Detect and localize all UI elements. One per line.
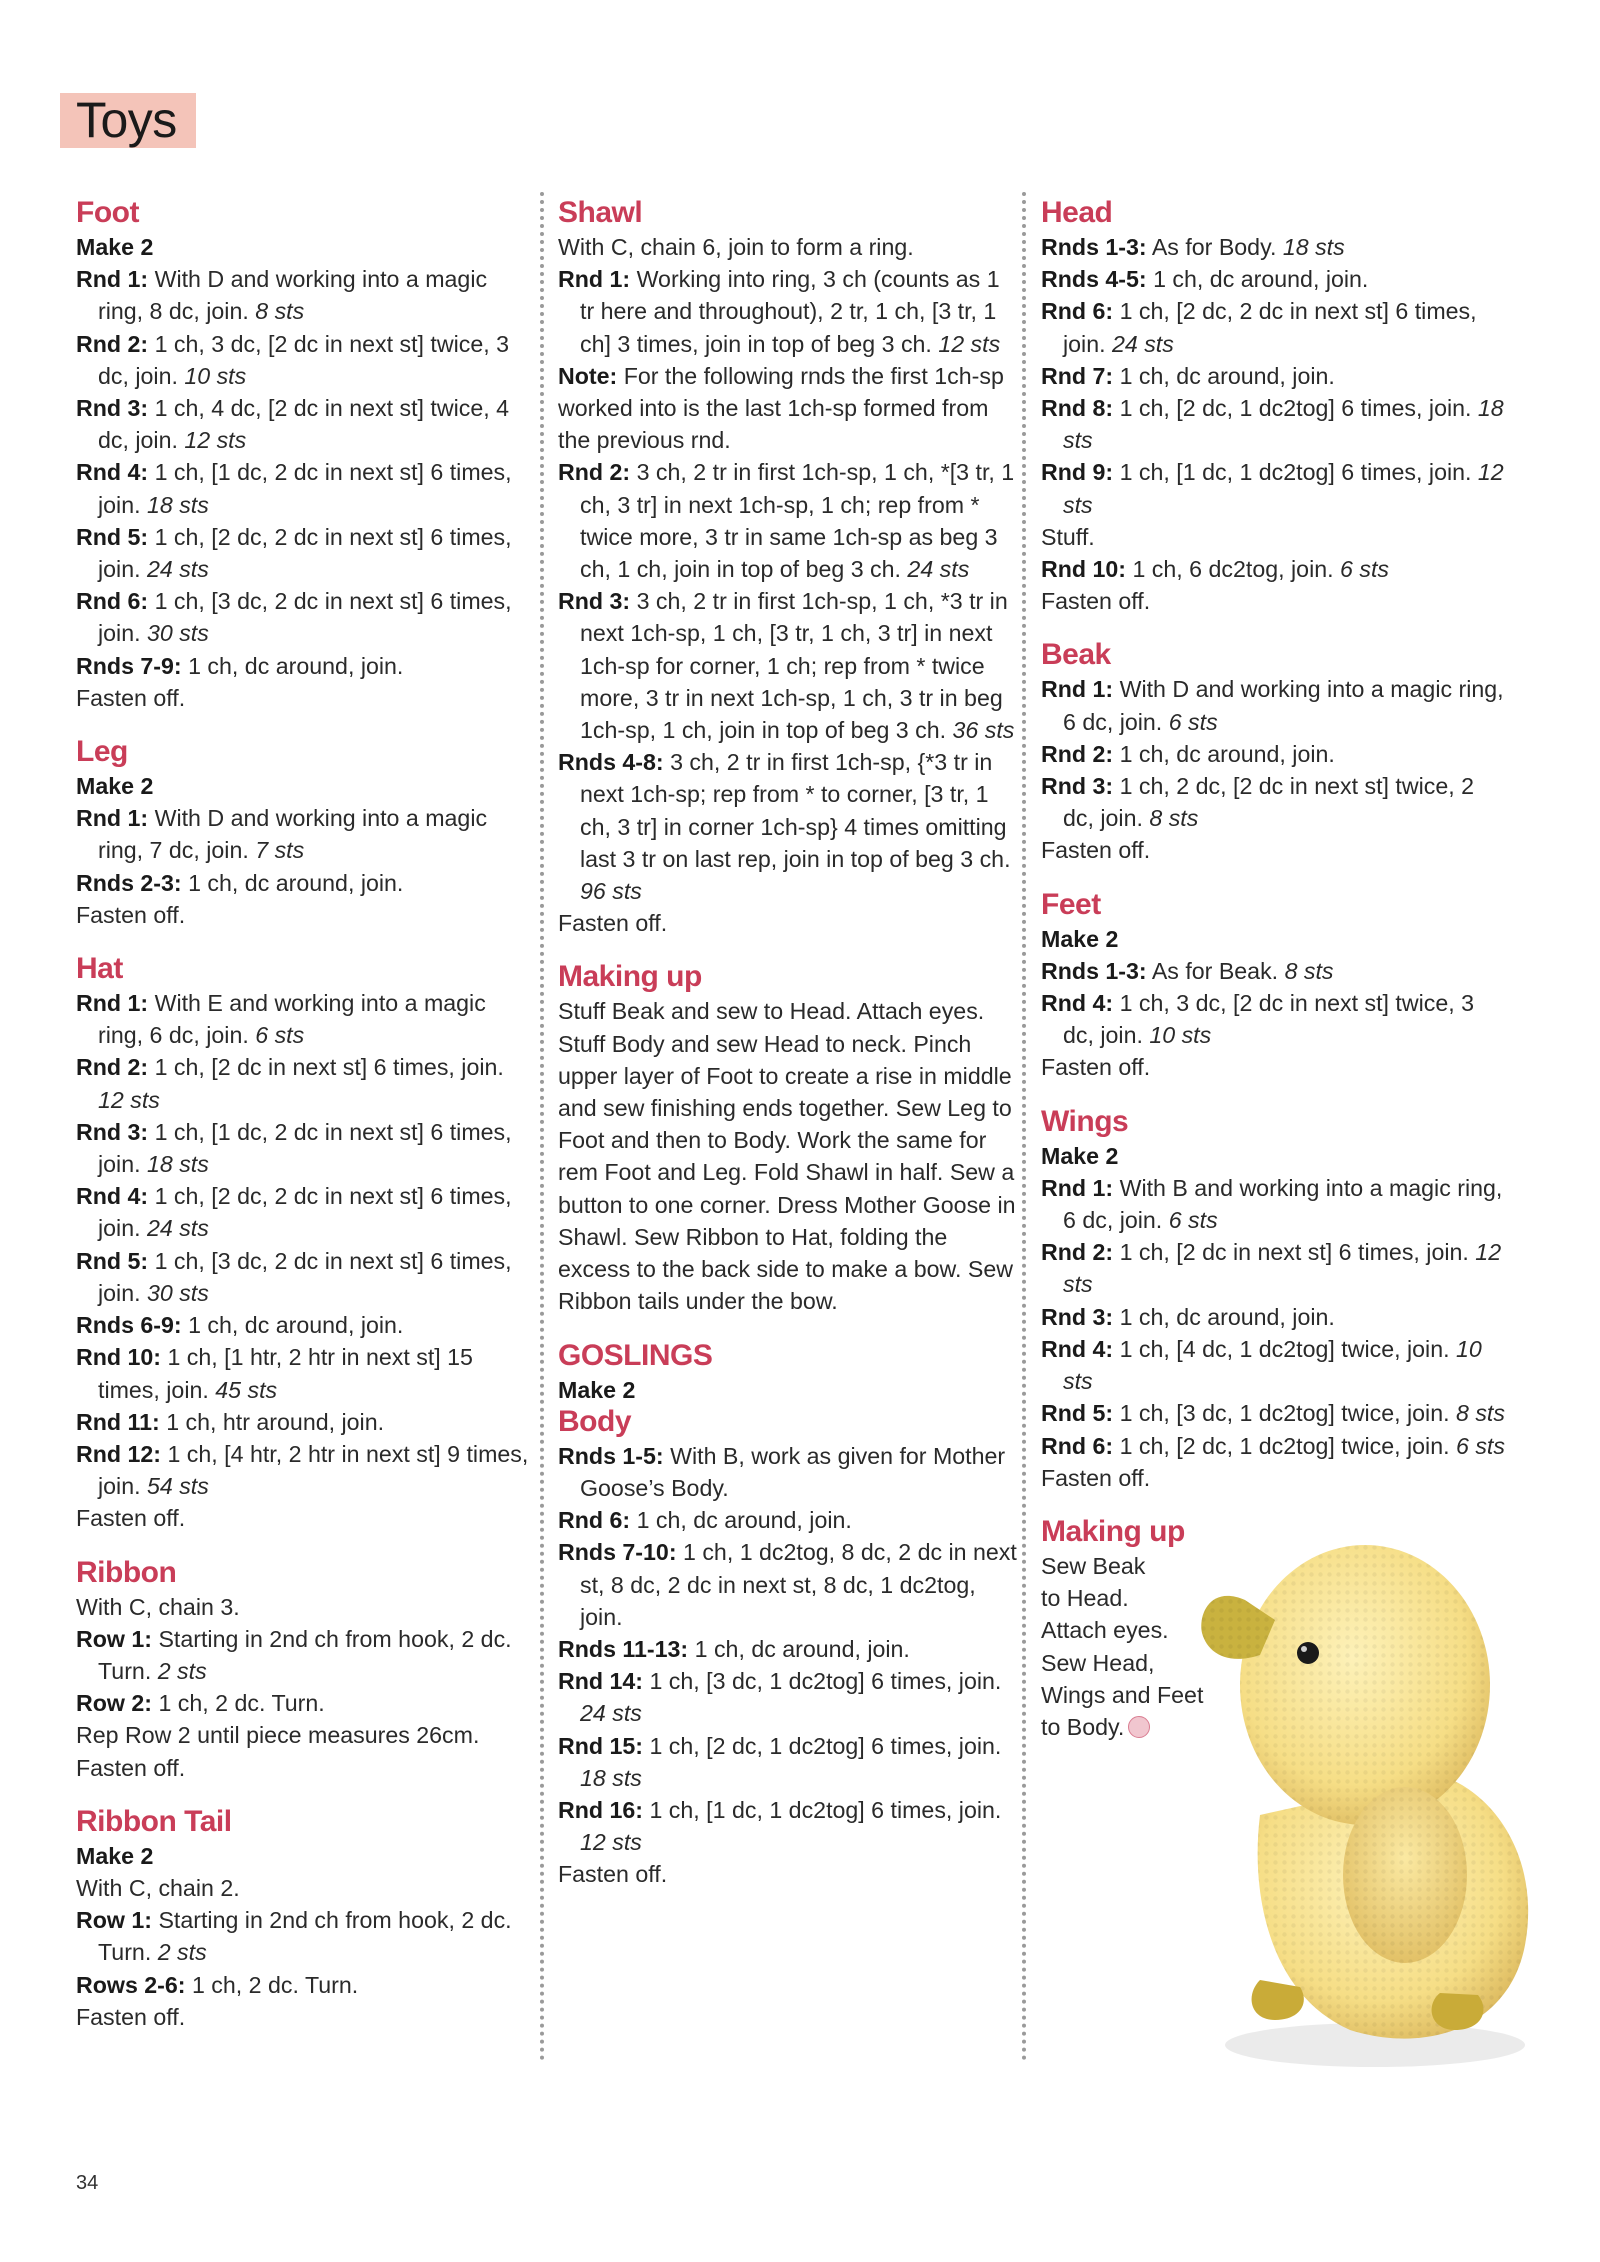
instruction-line bbox=[76, 1116, 536, 1180]
round-label: Rnd 3: bbox=[1041, 773, 1114, 800]
round-label: Rnds 1-3: bbox=[1041, 234, 1147, 260]
stitch-count: 6 sts bbox=[1455, 1432, 1505, 1459]
fasten-off: Fasten off. bbox=[558, 910, 668, 937]
section-hat bbox=[76, 951, 536, 1534]
round-label: Rnd 3: bbox=[76, 395, 149, 422]
stitch-count: 24 sts bbox=[1111, 330, 1174, 357]
instruction-line bbox=[1041, 1301, 1511, 1333]
instruction-text: 1 ch, [3 dc, 2 dc in next st] 6 times, join. bbox=[98, 1247, 512, 1306]
round-label: Rnd 4: bbox=[76, 459, 149, 486]
instruction-line bbox=[76, 987, 536, 1051]
round-label: Rnd 2: bbox=[1041, 1239, 1114, 1266]
stitch-count: 10 sts bbox=[1149, 1022, 1212, 1049]
round-label: Rnds 11-13: bbox=[558, 1635, 689, 1662]
instruction-text: 1 ch, dc around, join. bbox=[181, 869, 404, 896]
instruction-line bbox=[1041, 1333, 1511, 1397]
round-label: Rnds 7-10: bbox=[558, 1539, 677, 1566]
instruction-line bbox=[1041, 1236, 1511, 1300]
instruction-text: 1 ch, dc around, join. bbox=[181, 652, 404, 679]
stitch-count: 18 sts bbox=[1282, 234, 1345, 260]
round-label: Rnd 10: bbox=[76, 1344, 162, 1371]
instruction-line bbox=[76, 521, 536, 585]
stitch-count: 45 sts bbox=[215, 1376, 278, 1403]
round-label: Rnd 2: bbox=[1041, 740, 1114, 767]
fasten-off: Fasten off. bbox=[1041, 837, 1151, 864]
stitch-count: 6 sts bbox=[255, 1022, 305, 1049]
section-heading: Leg bbox=[76, 735, 128, 769]
instruction-text: 3 ch, 2 tr in first 1ch-sp, 1 ch, *3 tr in next 1ch-sp, 1 ch, [3 tr, 1 ch, 3 tr] in next 1ch-sp for corner, 1 ch; rep from * twice more, 3 tr in next 1ch-sp, 1 ch, 3 tr in beg 1ch-sp, 1 ch, join in top of beg 3 ch. bbox=[580, 588, 1008, 744]
round-label: Rnd 15: bbox=[558, 1732, 644, 1759]
page-title: Toys bbox=[60, 93, 196, 148]
instruction-line bbox=[1041, 392, 1511, 456]
instruction-text: 1 ch, 1 dc2tog, 8 dc, 2 dc in next st, 8 dc, 2 dc in next st, 8 dc, 1 dc2tog, join. bbox=[580, 1539, 1017, 1630]
instruction-text: As for Body. bbox=[1146, 234, 1283, 260]
round-label: Rnd 12: bbox=[76, 1440, 162, 1467]
round-label: Rnd 5: bbox=[76, 523, 149, 550]
round-label: Rnd 4: bbox=[1041, 990, 1114, 1017]
instruction-line bbox=[1041, 1172, 1511, 1236]
instruction-text: 1 ch, 3 dc, [2 dc in next st] twice, 3 dc, join. bbox=[98, 330, 510, 389]
stitch-count: 12 sts bbox=[1063, 1239, 1502, 1298]
instruction-line bbox=[1041, 738, 1511, 770]
instruction-line bbox=[558, 1536, 1018, 1633]
instruction-line bbox=[1041, 770, 1511, 834]
section-beak bbox=[1041, 637, 1511, 866]
stitch-count: 18 sts bbox=[146, 491, 209, 518]
yarn-ball-icon bbox=[1128, 1716, 1150, 1738]
instruction-text: 1 ch, dc around, join. bbox=[688, 1635, 910, 1662]
instruction-text: 1 ch, 3 dc, [2 dc in next st] twice, 3 dc, join. bbox=[1063, 990, 1475, 1049]
section-heading: Hat bbox=[76, 952, 123, 986]
stitch-count: 6 sts bbox=[1168, 708, 1218, 735]
section-heading: Beak bbox=[1041, 638, 1111, 672]
round-label: Rnd 16: bbox=[558, 1796, 644, 1823]
section-heading: Feet bbox=[1041, 887, 1101, 921]
fasten-off: Fasten off. bbox=[558, 1861, 668, 1888]
instruction-line bbox=[76, 263, 536, 327]
round-label: Rnd 1: bbox=[1041, 676, 1114, 703]
round-label: Rnd 7: bbox=[1041, 362, 1114, 389]
section-feet bbox=[1041, 887, 1511, 1084]
instruction-text: 1 ch, 2 dc. Turn. bbox=[185, 1971, 359, 1998]
making-up-text: to Head. bbox=[1041, 1585, 1129, 1612]
instruction-text: 1 ch, [3 dc, 1 dc2tog] twice, join. bbox=[1113, 1400, 1456, 1427]
instruction-text: 1 ch, [4 dc, 1 dc2tog] twice, join. bbox=[1113, 1335, 1456, 1362]
round-label: Rnds 6-9: bbox=[76, 1312, 182, 1339]
instruction-text: 1 ch, dc around, join. bbox=[1113, 1303, 1335, 1330]
instruction-line bbox=[76, 867, 536, 899]
making-up-text: to Body. bbox=[1041, 1713, 1125, 1740]
instruction-line bbox=[558, 1633, 1018, 1665]
section-heading: Foot bbox=[76, 196, 139, 229]
instruction-text: 1 ch, [4 htr, 2 htr in next st] 9 times, join. bbox=[98, 1440, 529, 1500]
instruction-text: With E and working into a magic ring, 6 dc, join. bbox=[98, 990, 486, 1049]
stitch-count: 24 sts bbox=[146, 556, 209, 583]
make-count: Make 2 bbox=[76, 773, 154, 800]
section-heading: Shawl bbox=[558, 196, 643, 229]
round-label: Rnd 1: bbox=[1041, 1174, 1114, 1201]
instruction-line bbox=[1041, 987, 1511, 1051]
instruction-line bbox=[558, 456, 1018, 585]
stitch-count: 36 sts bbox=[952, 717, 1015, 744]
stitch-count: 8 sts bbox=[1284, 957, 1334, 984]
round-label: Rnd 5: bbox=[76, 1247, 149, 1274]
instruction-line bbox=[1041, 263, 1511, 295]
fasten-off: Fasten off. bbox=[76, 684, 186, 711]
stitch-count: 24 sts bbox=[907, 556, 970, 583]
column-1 bbox=[76, 195, 536, 2053]
round-label: Rnd 2: bbox=[558, 459, 631, 486]
instruction-text: 1 ch, [2 dc, 2 dc in next st] 6 times, join. bbox=[1063, 298, 1477, 357]
instruction-line bbox=[558, 1665, 1018, 1729]
instruction-line bbox=[1041, 360, 1511, 392]
round-label: Row 1: bbox=[76, 1907, 153, 1934]
stitch-count: 8 sts bbox=[1455, 1400, 1505, 1427]
fasten-off: Fasten off. bbox=[1041, 1054, 1151, 1081]
round-label: Rnd 5: bbox=[1041, 1400, 1114, 1427]
intro-text: With C, chain 3. bbox=[76, 1593, 240, 1620]
instruction-line bbox=[76, 1406, 536, 1438]
instruction-line bbox=[76, 1904, 536, 1968]
stitch-count: 24 sts bbox=[580, 1700, 642, 1727]
section-wings bbox=[1041, 1104, 1511, 1494]
instruction-text: 1 ch, [3 dc, 2 dc in next st] 6 times, join. bbox=[98, 588, 512, 647]
instruction-line bbox=[1041, 1397, 1511, 1429]
stitch-count: 30 sts bbox=[146, 1279, 209, 1306]
round-label: Row 2: bbox=[76, 1690, 153, 1717]
stitch-count: 18 sts bbox=[146, 1151, 209, 1178]
section-heading: Making up bbox=[558, 960, 702, 994]
round-label: Rnd 6: bbox=[558, 1507, 631, 1534]
section-heading: Wings bbox=[1041, 1104, 1129, 1138]
instruction-text: For the following rnds the first 1ch-sp worked into is the last 1ch-sp formed from the previous rnd. bbox=[558, 362, 1004, 454]
round-label: Rnd 3: bbox=[1041, 1303, 1114, 1330]
round-label: Rows 2-6: bbox=[76, 1971, 186, 1998]
instruction-line bbox=[76, 1051, 536, 1115]
making-up-text: Wings and Feet bbox=[1041, 1681, 1204, 1708]
stitch-count: 12 sts bbox=[938, 330, 1001, 357]
fasten-off: Fasten off. bbox=[76, 1754, 186, 1781]
gosling-illustration bbox=[1190, 1525, 1575, 2085]
instruction-text: 1 ch, 4 dc, [2 dc in next st] twice, 4 dc, join. bbox=[98, 395, 510, 454]
instruction-line bbox=[558, 746, 1018, 907]
instruction-text: 1 ch, 6 dc2tog, join. bbox=[1126, 556, 1341, 583]
instruction-line bbox=[76, 456, 536, 520]
round-label: Rnd 6: bbox=[1041, 298, 1114, 325]
instruction-line bbox=[558, 263, 1018, 360]
section-goslings bbox=[558, 1338, 1018, 1891]
round-label: Note: bbox=[558, 362, 618, 389]
instruction-text: 1 ch, [1 dc, 2 dc in next st] 6 times, join. bbox=[98, 1118, 512, 1178]
column-divider bbox=[1022, 192, 1026, 2062]
fasten-off: Fasten off. bbox=[76, 1505, 186, 1532]
section-heading: Ribbon Tail bbox=[76, 1804, 232, 1838]
round-label: Rnds 2-3: bbox=[76, 869, 182, 896]
round-label: Rnds 1-5: bbox=[558, 1442, 664, 1469]
round-label: Rnd 1: bbox=[76, 990, 149, 1017]
instruction-text: 3 ch, 2 tr in first 1ch-sp, 1 ch, *[3 tr, 1 ch, 3 tr] in next 1ch-sp, 1 ch; rep from * twice more, 3 tr in same 1ch-sp as beg 3 ch, 1 ch, join in top of beg 3 ch. bbox=[580, 459, 1015, 583]
round-label: Rnd 6: bbox=[1041, 1432, 1114, 1459]
making-up-text: Attach eyes. bbox=[1041, 1617, 1169, 1644]
round-label: Rnd 1: bbox=[558, 266, 631, 293]
instruction-text: 1 ch, [2 dc, 1 dc2tog] 6 times, join. bbox=[643, 1732, 1002, 1759]
section-subheading: Body bbox=[558, 1404, 631, 1438]
instruction-text: 1 ch, dc around, join. bbox=[1146, 266, 1369, 293]
instruction-line bbox=[76, 328, 536, 392]
stitch-count: 12 sts bbox=[98, 1086, 160, 1113]
stitch-count: 18 sts bbox=[1063, 395, 1504, 454]
round-label: Rnd 8: bbox=[1041, 395, 1114, 422]
section-foot bbox=[76, 195, 536, 714]
intro-text: With C, chain 6, join to form a ring. bbox=[558, 234, 914, 260]
section-head bbox=[1041, 195, 1511, 617]
instruction-text: With D and working into a magic ring, 6 dc, join. bbox=[1063, 676, 1504, 735]
section-heading: Ribbon bbox=[76, 1555, 177, 1589]
instruction-text: 1 ch, [2 dc, 1 dc2tog] 6 times, join. bbox=[1113, 395, 1478, 422]
instruction-line bbox=[76, 1687, 536, 1719]
instruction-text: 1 ch, 2 dc, [2 dc in next st] twice, 2 dc, join. bbox=[1063, 773, 1475, 832]
fasten-off: Fasten off. bbox=[1041, 1464, 1151, 1491]
instruction-line bbox=[1041, 955, 1511, 987]
instruction-line bbox=[76, 1245, 536, 1309]
stitch-count: 12 sts bbox=[1063, 459, 1504, 518]
instruction-text: Starting in 2nd ch from hook, 2 dc. Turn. bbox=[98, 1625, 512, 1684]
make-count: Make 2 bbox=[76, 1842, 154, 1869]
section-heading: GOSLINGS bbox=[558, 1338, 713, 1372]
make-count: Make 2 bbox=[558, 1376, 636, 1403]
round-label: Rnds 4-8: bbox=[558, 749, 664, 776]
round-label: Rnd 6: bbox=[76, 588, 149, 615]
round-label: Rnds 7-9: bbox=[76, 652, 182, 679]
instruction-line bbox=[558, 1504, 1018, 1536]
fasten-off: Fasten off. bbox=[76, 2003, 186, 2030]
section-shawl bbox=[558, 195, 1018, 939]
intro-text: With C, chain 2. bbox=[76, 1874, 240, 1901]
instruction-line bbox=[1041, 673, 1511, 737]
instruction-text: 1 ch, [3 dc, 1 dc2tog] 6 times, join. bbox=[643, 1668, 1002, 1695]
section-heading: Head bbox=[1041, 196, 1113, 229]
instruction-text: With B, work as given for Mother Goose’s Body. bbox=[580, 1442, 1006, 1501]
fasten-off: Fasten off. bbox=[76, 901, 186, 928]
instruction-line bbox=[76, 585, 536, 649]
instruction-line bbox=[558, 585, 1018, 746]
instruction-text: 1 ch, [1 dc, 1 dc2tog] 6 times, join. bbox=[1113, 459, 1478, 486]
round-label: Rnd 3: bbox=[76, 1118, 149, 1145]
instruction-line bbox=[76, 1623, 536, 1687]
column-2 bbox=[558, 195, 1018, 1911]
section-ribbon-tail bbox=[76, 1804, 536, 2033]
instruction-text: 1 ch, [2 dc, 2 dc in next st] 6 times, join. bbox=[98, 1183, 512, 1242]
instruction-line bbox=[76, 1309, 536, 1341]
make-count: Make 2 bbox=[1041, 925, 1119, 952]
stitch-count: 8 sts bbox=[255, 298, 305, 325]
instruction-line bbox=[1041, 456, 1511, 520]
round-label: Rnd 9: bbox=[1041, 459, 1114, 486]
stitch-count: 7 sts bbox=[255, 837, 305, 864]
instruction-text: With D and working into a magic ring, 8 dc, join. bbox=[98, 266, 488, 325]
instruction-line bbox=[76, 650, 536, 682]
instruction-text: Stuff. bbox=[1041, 523, 1095, 550]
stitch-count: 2 sts bbox=[157, 1657, 207, 1684]
section-ribbon bbox=[76, 1555, 536, 1784]
instruction-text: Working into ring, 3 ch (counts as 1 tr here and throughout), 2 tr, 1 ch, [3 tr, 1 ch] 3 times, join in top of beg 3 ch. bbox=[580, 266, 1000, 357]
instruction-text: 1 ch, dc around, join. bbox=[630, 1507, 852, 1534]
round-label: Rnds 4-5: bbox=[1041, 266, 1147, 293]
stitch-count: 10 sts bbox=[184, 362, 247, 389]
instruction-line bbox=[558, 360, 1018, 457]
stitch-count: 12 sts bbox=[580, 1829, 642, 1856]
instruction-text: 1 ch, dc around, join. bbox=[1113, 362, 1335, 389]
stitch-count: 24 sts bbox=[146, 1215, 209, 1242]
instruction-line bbox=[76, 1438, 536, 1502]
instruction-line bbox=[76, 1180, 536, 1244]
instruction-line bbox=[1041, 521, 1511, 553]
stitch-count: 6 sts bbox=[1168, 1207, 1218, 1234]
round-label: Rnd 2: bbox=[76, 1054, 149, 1081]
page-number: 34 bbox=[76, 2172, 99, 2194]
stitch-count: 6 sts bbox=[1340, 556, 1389, 583]
instruction-text: 1 ch, [2 dc, 2 dc in next st] 6 times, join. bbox=[98, 523, 512, 583]
stitch-count: 30 sts bbox=[146, 620, 209, 647]
instruction-line bbox=[76, 392, 536, 456]
instruction-line bbox=[76, 1969, 536, 2001]
instruction-line bbox=[1041, 553, 1511, 585]
round-label: Rnd 1: bbox=[76, 805, 149, 832]
instruction-text: 1 ch, htr around, join. bbox=[159, 1408, 385, 1435]
instruction-text: 3 ch, 2 tr in first 1ch-sp, {*3 tr in next 1ch-sp; rep from * to corner, [3 tr, 1 ch, 3 tr] in corner 1ch-sp} 4 times omitting last 3 tr on last rep, join in top of beg 3 ch. bbox=[580, 749, 1011, 872]
instruction-text: With D and working into a magic ring, 7 dc, join. bbox=[98, 805, 488, 864]
stitch-count: 54 sts bbox=[146, 1473, 209, 1500]
stitch-count: 12 sts bbox=[184, 427, 247, 454]
round-label: Rnd 4: bbox=[1041, 1335, 1114, 1362]
instruction-text: Starting in 2nd ch from hook, 2 dc. Turn. bbox=[98, 1907, 512, 1966]
instruction-line bbox=[1041, 231, 1511, 263]
round-label: Rnd 1: bbox=[76, 266, 149, 293]
section-heading: Making up bbox=[1041, 1514, 1185, 1548]
stitch-count: 96 sts bbox=[580, 878, 642, 905]
section-making-up bbox=[558, 959, 1018, 1317]
make-count: Make 2 bbox=[76, 234, 154, 260]
stitch-count: 10 sts bbox=[1063, 1335, 1482, 1395]
instruction-text: With B and working into a magic ring, 6 dc, join. bbox=[1063, 1174, 1503, 1234]
instruction-text: 1 ch, [2 dc, 1 dc2tog] twice, join. bbox=[1113, 1432, 1456, 1459]
round-label: Rnd 2: bbox=[76, 330, 149, 357]
instruction-line bbox=[76, 802, 536, 866]
make-count: Make 2 bbox=[1041, 1142, 1119, 1169]
round-label: Rnd 4: bbox=[76, 1183, 149, 1210]
round-label: Rnd 11: bbox=[76, 1408, 160, 1435]
section-leg bbox=[76, 734, 536, 931]
instruction-text: 1 ch, dc around, join. bbox=[1113, 740, 1335, 767]
making-up-text: Sew Head, bbox=[1041, 1649, 1155, 1676]
column-divider bbox=[540, 192, 544, 2062]
instruction-line bbox=[1041, 1430, 1511, 1462]
round-label: Rnd 14: bbox=[558, 1668, 644, 1695]
stitch-count: 8 sts bbox=[1149, 805, 1199, 832]
instruction-text: 1 ch, [1 htr, 2 htr in next st] 15 times, join. bbox=[98, 1344, 473, 1403]
instruction-text: 1 ch, [1 dc, 2 dc in next st] 6 times, join. bbox=[98, 459, 512, 518]
making-up-text: Stuff Beak and sew to Head. Attach eyes. Stuff Body and sew Head to neck. Pinch upper layer of Foot to create a rise in middle and sew finishing ends together. Sew Leg to Foot and then to Body. Work the same for rem Foot and Leg. Fold Shawl in half. Sew a button to one corner. Dress Mother Goose in Shawl. Sew Ribbon to Hat, folding the excess to the back side to make a bow. Sew Ribbon tails under the bow. bbox=[558, 998, 1016, 1315]
instruction-text: As for Beak. bbox=[1146, 957, 1285, 984]
instruction-text: 1 ch, [2 dc in next st] 6 times, join. bbox=[1113, 1239, 1476, 1266]
instruction-line bbox=[558, 1440, 1018, 1504]
round-label: Rnd 3: bbox=[558, 588, 631, 615]
repeat-note: Rep Row 2 until piece measures 26cm. bbox=[76, 1722, 480, 1749]
instruction-line bbox=[76, 1341, 536, 1405]
round-label: Rnd 10: bbox=[1041, 556, 1127, 583]
round-label: Row 1: bbox=[76, 1625, 153, 1652]
instruction-line bbox=[558, 1730, 1018, 1794]
gosling-photo bbox=[1190, 1525, 1575, 2085]
instruction-text: 1 ch, [2 dc in next st] 6 times, join. bbox=[148, 1054, 504, 1081]
instruction-text: 1 ch, dc around, join. bbox=[181, 1312, 404, 1339]
instruction-text: 1 ch, 2 dc. Turn. bbox=[152, 1690, 325, 1717]
fasten-off: Fasten off. bbox=[1041, 588, 1151, 615]
instruction-line bbox=[1041, 295, 1511, 359]
making-up-text: Sew Beak bbox=[1041, 1552, 1146, 1579]
instruction-text: 1 ch, [1 dc, 1 dc2tog] 6 times, join. bbox=[643, 1796, 1002, 1823]
stitch-count: 2 sts bbox=[157, 1939, 207, 1966]
instruction-line bbox=[558, 1794, 1018, 1858]
round-label: Rnds 1-3: bbox=[1041, 957, 1147, 984]
stitch-count: 18 sts bbox=[580, 1764, 642, 1791]
